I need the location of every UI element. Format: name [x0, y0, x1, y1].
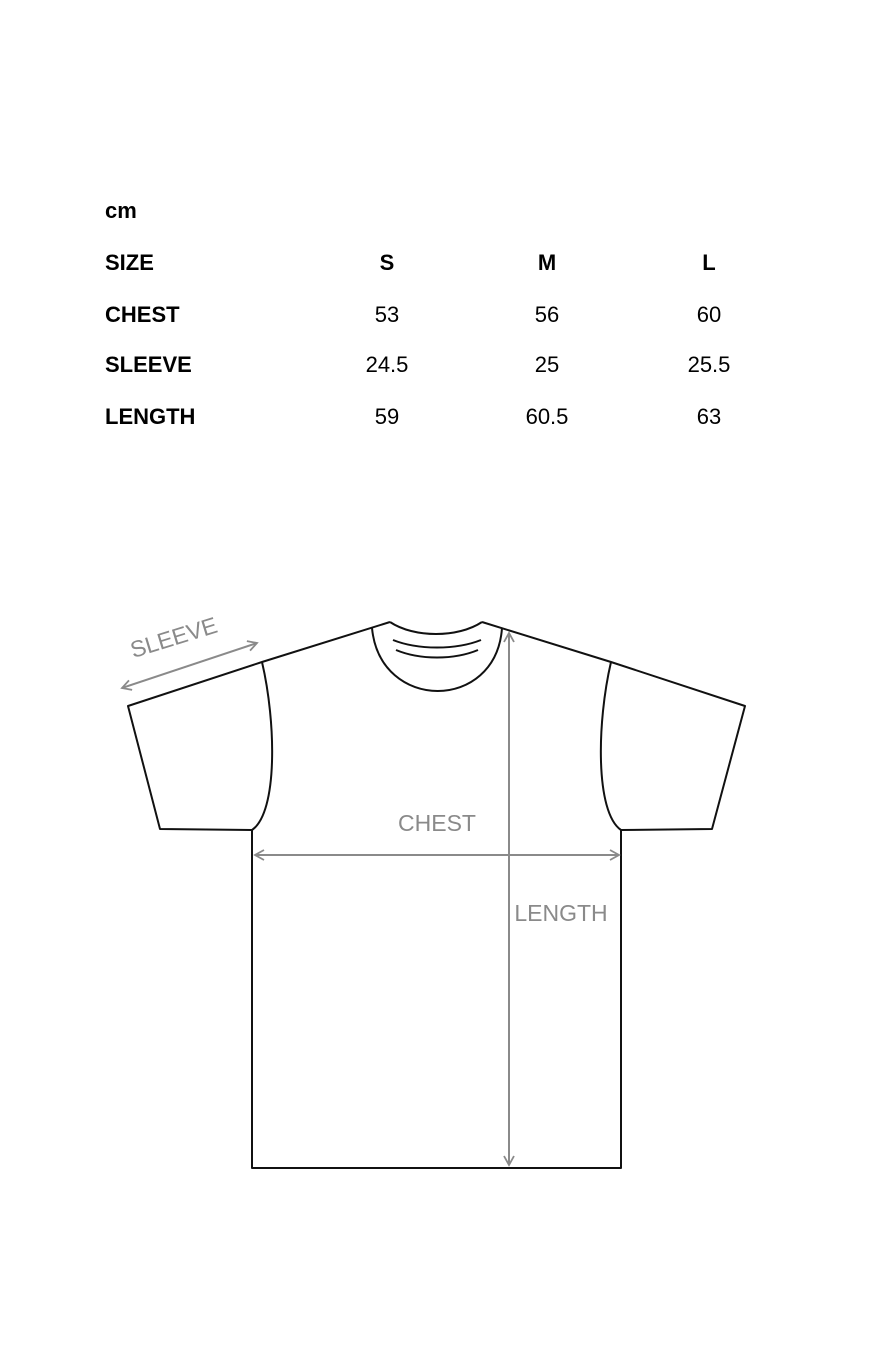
tshirt-outline [128, 622, 745, 1168]
unit-label: cm [105, 198, 137, 223]
length-dimension-label: LENGTH [514, 900, 608, 926]
size-l-header: L [702, 250, 716, 275]
size-s-header: S [379, 250, 395, 275]
header-size-label: SIZE [105, 250, 154, 275]
length-s-value: 59 [374, 404, 400, 429]
table-header-row [105, 250, 805, 290]
row-label-chest: CHEST [105, 302, 180, 327]
chest-l-value: 60 [696, 302, 722, 327]
sleeve-s-value: 24.5 [365, 352, 409, 377]
sleeve-dimension-label: SLEEVE [127, 611, 221, 663]
length-m-value: 60.5 [525, 404, 569, 429]
tshirt-measurement-diagram [0, 590, 890, 1210]
chest-dimension-label: CHEST [398, 810, 476, 836]
table-row-sleeve [105, 352, 805, 392]
row-label-length: LENGTH [105, 404, 196, 429]
chest-s-value: 53 [374, 302, 400, 327]
row-label-sleeve: SLEEVE [105, 352, 192, 377]
sleeve-l-value: 25.5 [687, 352, 731, 377]
table-row-chest [105, 302, 805, 342]
chest-m-value: 56 [534, 302, 560, 327]
size-m-header: M [537, 250, 557, 275]
sleeve-m-value: 25 [534, 352, 560, 377]
length-l-value: 63 [696, 404, 722, 429]
table-row-length [105, 404, 805, 444]
